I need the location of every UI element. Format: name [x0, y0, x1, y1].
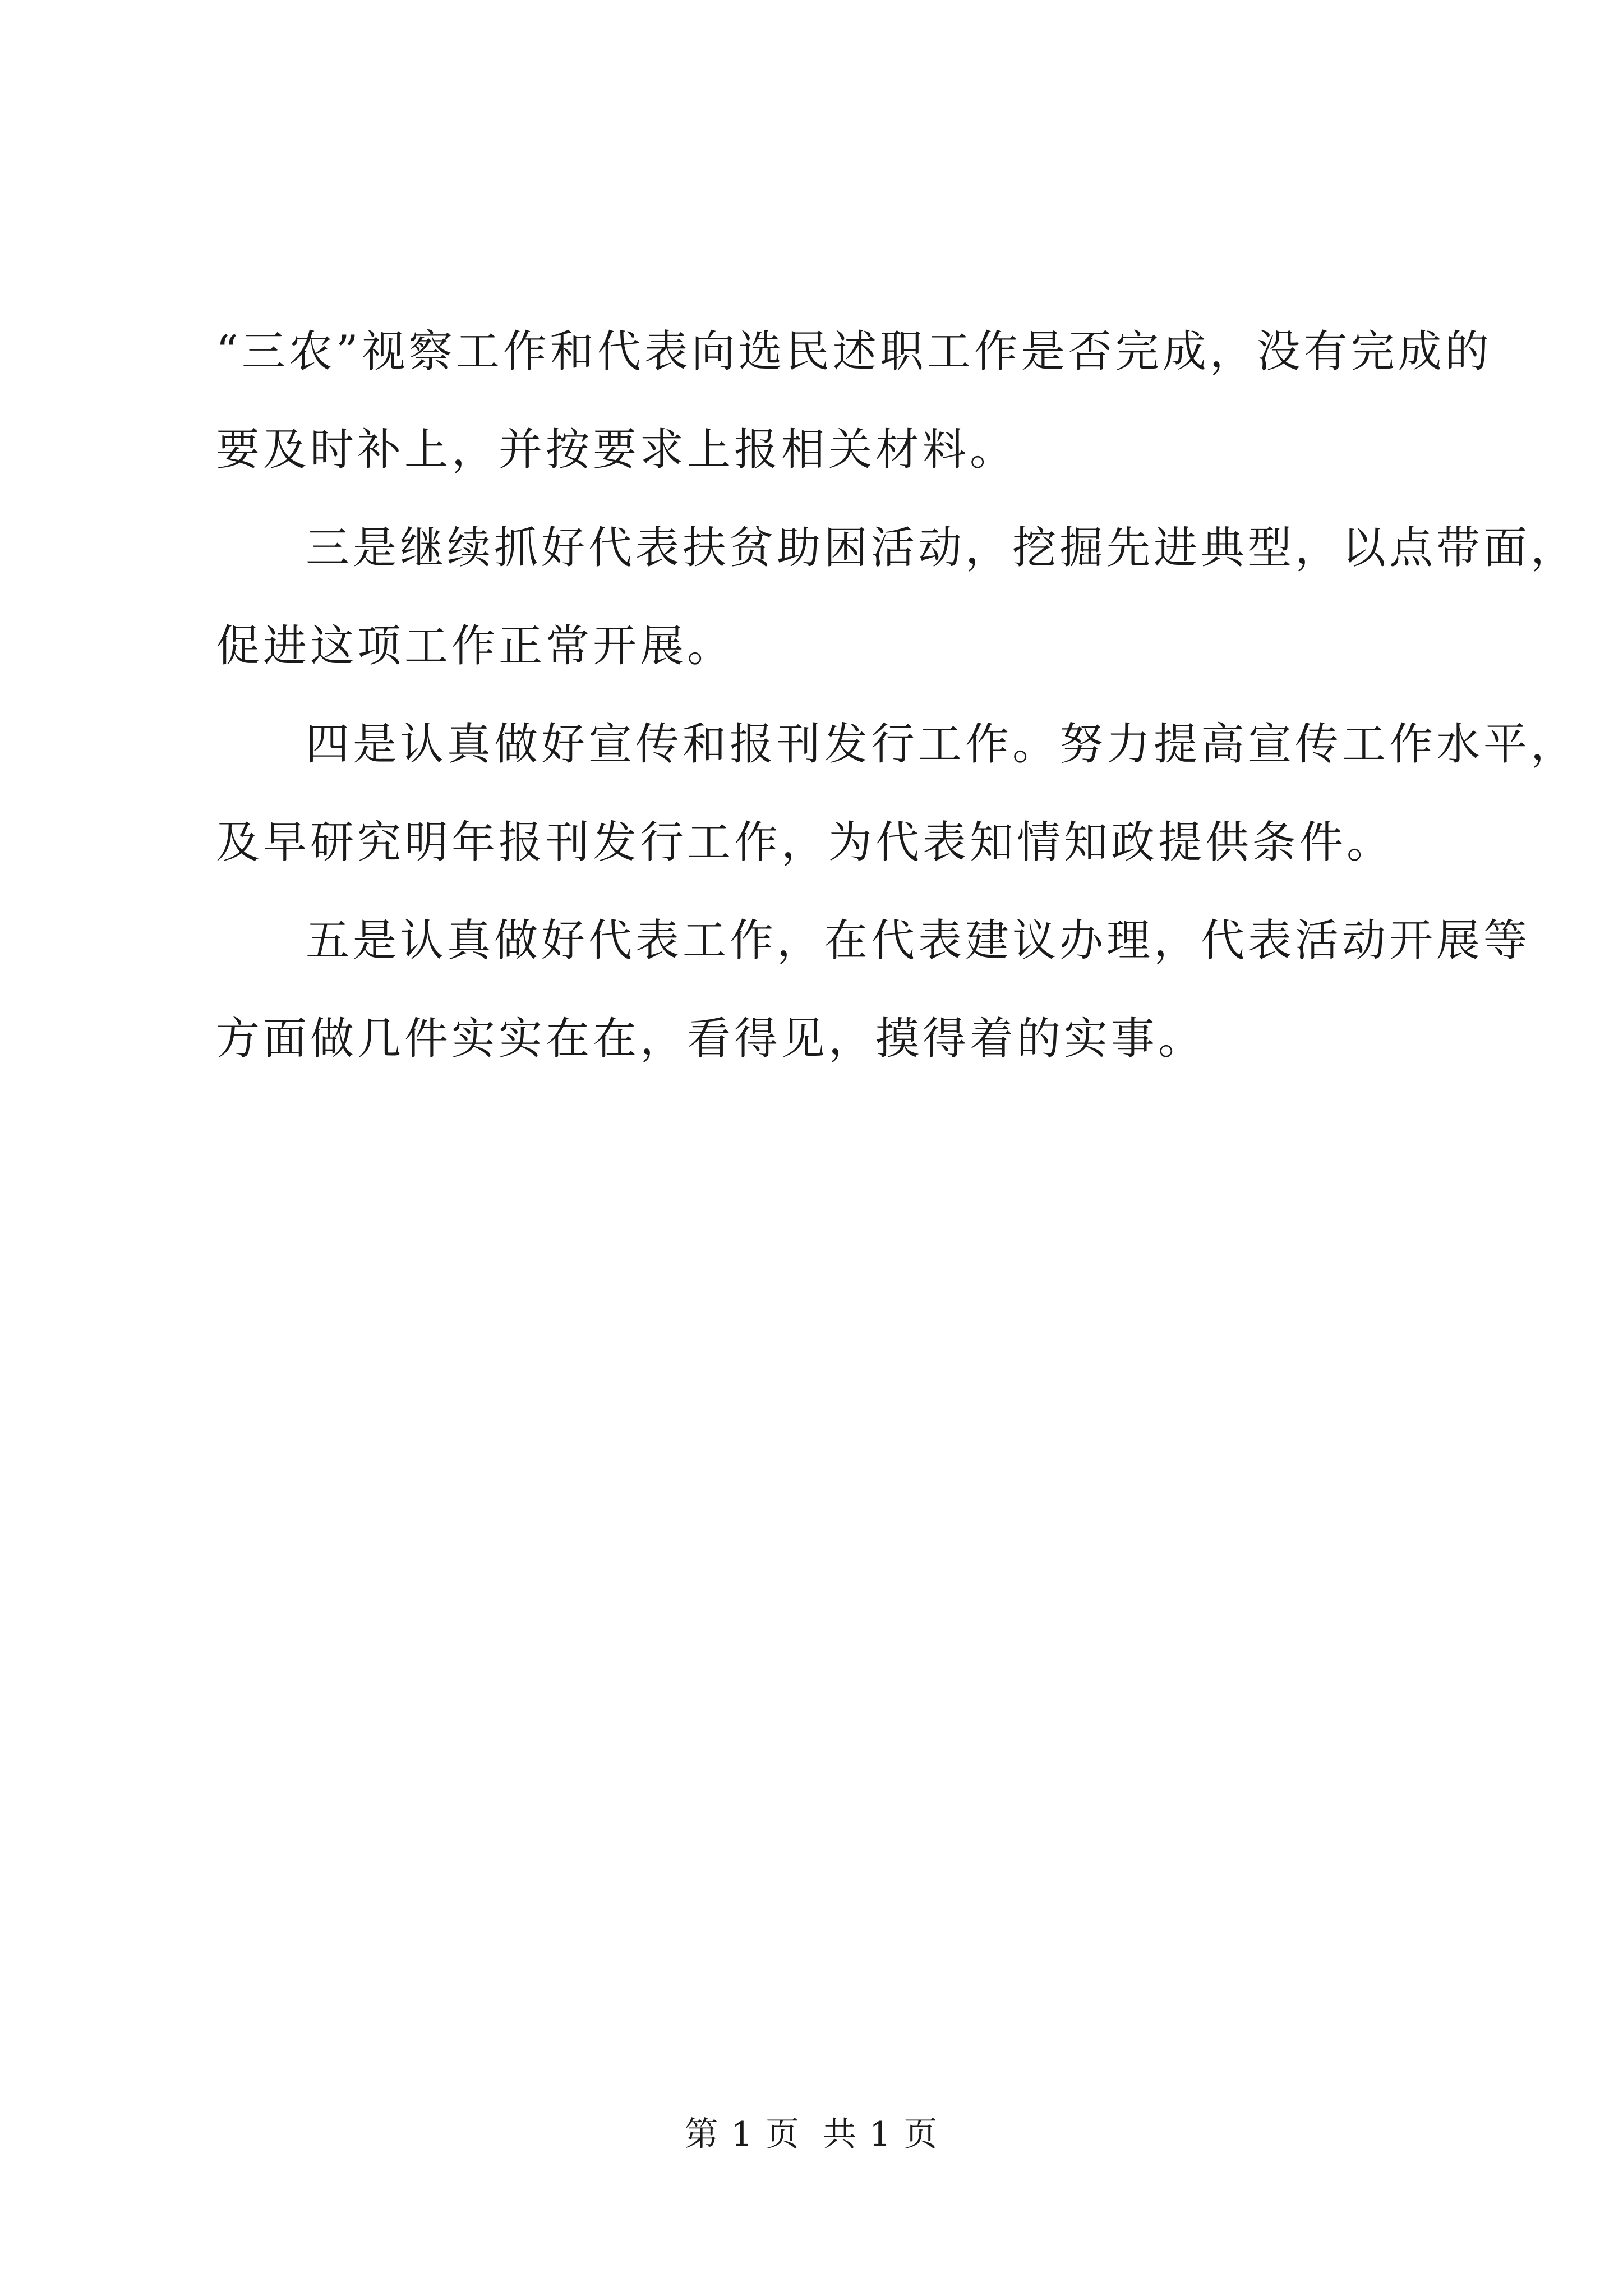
paragraph-1 — [216, 303, 1492, 499]
paragraph-line: 三是继续抓好代表扶贫助困活动，挖掘先进典型，以点带面， — [306, 523, 1578, 573]
paragraph-line: 及早研究明年报刊发行工作，为代表知情知政提供条件。 — [216, 817, 1394, 868]
page-footer — [0, 2112, 1623, 2157]
page-number: 第 1 页 — [684, 2115, 800, 2154]
page-total: 共 1 页 — [823, 2115, 939, 2154]
paragraph-2 — [216, 499, 1578, 696]
paragraph-line: “三农”视察工作和代表向选民述职工作是否完成，没有完成的 — [216, 326, 1492, 377]
paragraph-line: 方面做几件实实在在，看得见，摸得着的实事。 — [216, 1014, 1206, 1064]
paragraph-4 — [216, 892, 1531, 1088]
paragraph-line: 四是认真做好宣传和报刊发行工作。努力提高宣传工作水平， — [306, 719, 1578, 770]
paragraph-line: 要及时补上，并按要求上报相关材料。 — [216, 425, 1017, 475]
paragraph-3 — [216, 696, 1578, 892]
paragraph-line: 五是认真做好代表工作，在代表建议办理，代表活动开展等 — [306, 915, 1531, 966]
document-body — [216, 303, 1578, 1088]
paragraph-line: 促进这项工作正常开展。 — [216, 621, 735, 671]
